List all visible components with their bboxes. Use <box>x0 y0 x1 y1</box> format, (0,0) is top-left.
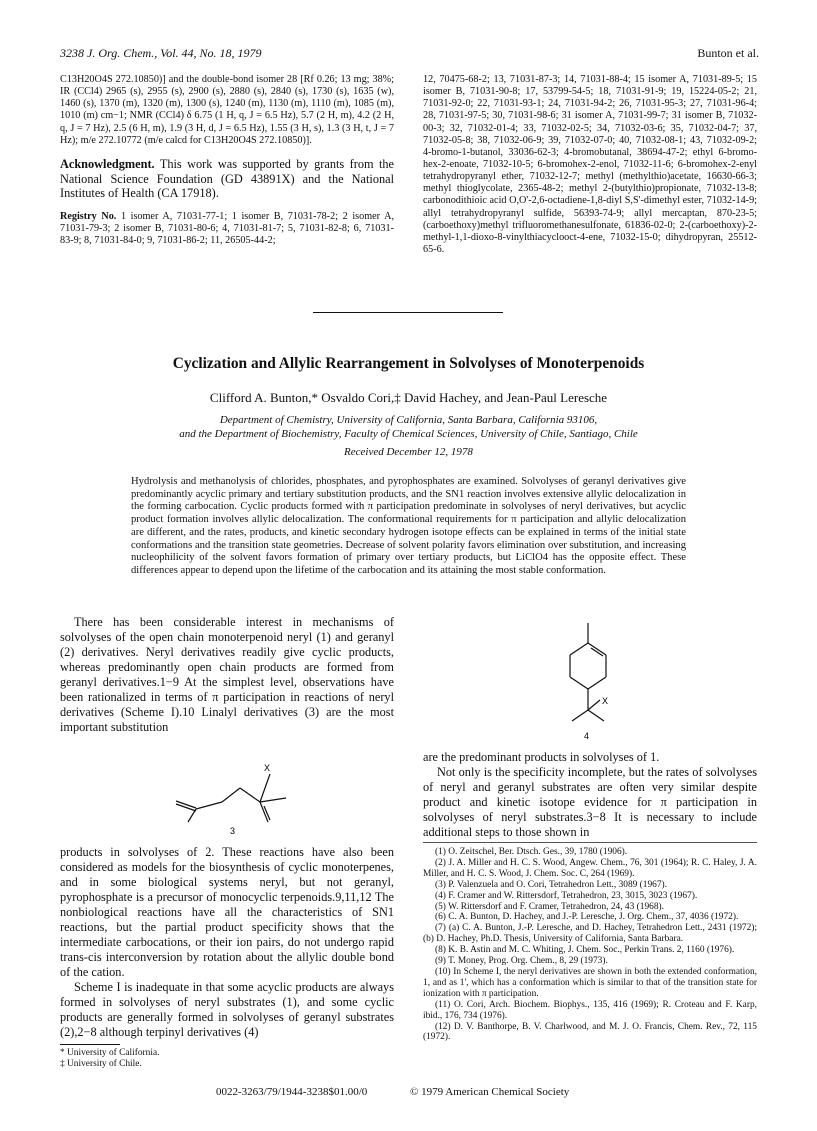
body-left-column-bottom <box>60 845 394 1040</box>
reference-item: (2) J. A. Miller and H. C. S. Wood, Angew. Chem., 76, 301 (1964); R. C. Haley, J. A. Miller, and H. C. S. Wood, J. Chem. Soc. C, 264 (1969). <box>423 857 757 879</box>
received-date: Received December 12, 1978 <box>344 446 473 458</box>
top-right-column <box>423 74 757 256</box>
running-header-right: Bunton et al. <box>697 46 759 60</box>
reference-item: (9) T. Money, Prog. Org. Chem., 8, 29 (1973). <box>435 956 608 967</box>
footnote-ucsb: * University of California. <box>60 1048 160 1058</box>
intro-paragraph-3: Scheme I is inadequate in that some acyclic products are always formed in solvolyses of neryl substrates (1), and some cyclic products are generally formed in solvolyses of geranyl substrates (2),2−8 although terpinyl derivatives (4) <box>60 980 394 1039</box>
intro-paragraph-1: There has been considerable interest in mechanisms of solvolyses of the open chain monoterpenoid neryl (1) and geranyl (2) derivatives. Neryl derivatives readily give cyclic products, whereas predominantly open chain products are formed from geranyl derivatives.1−9 At the simplest level, observations have been rationalized in terms of π participation in reactions of neryl derivatives (Scheme I).10 Linalyl derivatives (3) are the most important substitution <box>60 615 394 734</box>
reference-item: (4) F. Cramer and W. Rittersdorf, Tetrahedron, 23, 3015, 3023 (1967). <box>435 890 698 901</box>
compound-3-label: 3 <box>230 826 236 835</box>
body-right-column <box>423 750 757 840</box>
running-header-left <box>60 46 262 61</box>
reference-item: (3) P. Valenzuela and O. Cori, Tetrahedron Lett., 3089 (1967). <box>435 879 668 890</box>
compound-3-structure <box>160 760 300 835</box>
footer-copyright: © 1979 American Chemical Society <box>410 1086 570 1098</box>
reference-item: (7) (a) C. A. Bunton, J.-P. Leresche, and D. Hachey, Tetrahedron Lett., 2431 (1972); (b) D. Hachey, Ph.D. Thesis, University of California, Santa Barbara. <box>423 923 757 945</box>
registry-numbers <box>60 211 394 247</box>
right-paragraph-2: Not only is the specificity incomplete, but the rates of solvolyses of neryl and geranyl substrates are often very similar despite product and kinetic isotope evidence for π participation in solvolyses of neryl substrates.3−8 It is necessary to include additional steps to those shown in <box>423 765 757 839</box>
footer-code: 0022-3263/79/1944-3238$01.00/0 <box>216 1086 368 1098</box>
compound-4-leaving-group: X <box>602 696 609 706</box>
reference-item: (5) W. Rittersdorf and F. Cramer, Tetrahedron, 24, 43 (1968). <box>435 901 664 912</box>
reference-item: (11) O. Cori, Arch. Biochem. Biophys., 135, 416 (1969); R. Croteau and F. Karp, ibid., 176, 734 (1976). <box>423 999 757 1021</box>
reference-item: (6) C. A. Bunton, D. Hachey, and J.-P. Leresche, J. Org. Chem., 37, 4036 (1972). <box>435 912 739 923</box>
reference-item: (1) O. Zeitschel, Ber. Dtsch. Ges., 39, 1780 (1906). <box>435 847 628 857</box>
experimental-continuation: C13H20O4S 272.10850)] and the double-bond isomer 28 [Rf 0.26; 13 mg; 38%; IR (CCl4) 2965 (s), 2955 (s), 2900 (s), 2880 (s), 2840 (s), 1730 (s), 1635 (w), 1460 (s), 1370 (m), 1320 (m), 1300 (s), 1240 (m), 1130 (m), 1110 (m), 1085 (m), 1010 (m) cm−1; NMR (CCl4) δ 6.75 (1 H, q, J = 6.5 Hz), 5.7 (2 H, m), 4.2 (2 H, q, J = 7 Hz), 2.5 (6 H, m), 1.9 (3 H, d, J = 6.5 Hz), 1.55 (3 H, s), 1.3 (3 H, t, J = 7 Hz); m/e 272.10772 (m/e calcd for C13H20O4S 272.10850)]. <box>60 74 394 146</box>
reference-item: (8) K. B. Astin and M. C. Whiting, J. Chem. Soc., Perkin Trans. 2, 1160 (1976). <box>435 945 735 956</box>
compound-4-structure <box>540 618 650 743</box>
compound-3-leaving-group: X <box>264 763 271 773</box>
article-separator-rule <box>313 312 503 313</box>
affiliation-line-2: and the Department of Biochemistry, Faculty of Chemical Sciences, University of Chile, Santiago, Chile <box>179 428 638 441</box>
intro-paragraph-2: products in solvolyses of 2. These reactions have also been considered as models for the biosynthesis of cyclic monoterpenes, and in some biological systems neryl, but not geranyl, pyrophosphate is a precursor of monocyclic terpenoids.9,11,12 The nonbiological reactions have all the characteristics of SN1 reactions, but the partial product specificity shows that the intermediate carbocations, or their ion pairs, do not undergo rapid trans-cis interconversion by rotation about the allylic double bond of the cation. <box>60 845 394 979</box>
affiliation-footnotes <box>60 1048 394 1070</box>
references-rule <box>423 842 757 843</box>
reference-item: (12) D. V. Banthorpe, B. V. Charlwood, and M. J. O. Francis, Chem. Rev., 72, 115 (1972). <box>423 1021 757 1043</box>
footnote-rule <box>60 1044 120 1045</box>
abstract: Hydrolysis and methanolysis of chlorides, phosphates, and pyrophosphates are examined. Solvolyses of geranyl derivatives give predominantly acyclic primary and tertiary substitution products, and the SN1 reaction involves extensive allylic delocalization in the forming carbocation. Cyclic products formed with π participation predominate in solvolyses of neryl derivatives, but acyclic product formation involves allylic delocalization. The conformational requirements for π participation and allylic delocalization are different, and the rates, products, and kinetic secondary hydrogen isotope effects can be explained in terms of the initial state conformations and the transition state geometries. Decrease of solvent polarity favors elimination over substitution, and increasing nucleophilicity of the solvent favors formation of primary over tertiary products, but LiClO4 has the opposite effect. These differences appear to depend upon the lifetime of the carbocation and its attaining the most stable conformation. <box>131 476 686 576</box>
article-authors: Clifford A. Bunton,* Osvaldo Cori,‡ David Hachey, and Jean-Paul Leresche <box>209 390 608 405</box>
references-list <box>423 847 757 1043</box>
acknowledgment-text: This work was supported by grants from the National Science Foundation (GD 43891X) and the National Institutes of Health (CA 17918). <box>60 156 394 201</box>
top-left-column <box>60 74 394 248</box>
article-affiliations <box>40 413 777 442</box>
compound-4-label: 4 <box>584 731 590 741</box>
registry-continued: 12, 70475-68-2; 13, 71031-87-3; 14, 71031-88-4; 15 isomer A, 71031-89-5; 15 isomer B, 71031-90-8; 17, 53799-54-5; 18, 71031-91-9; 19, 15224-05-2; 21, 71031-92-0; 22, 71031-93-1; 24, 71031-94-2; 26, 71031-95-3; 27, 71031-96-4; 28, 71031-97-5; 30, 71031-98-6; 31 isomer A, 71031-99-7; 31 isomer B, 71032-00-3; 32, 71032-01-4; 33, 71032-02-5; 34, 71032-03-6; 35, 71032-04-7; 37, 71032-05-8; 38, 71032-06-9; 39, 71032-07-0; 40, 71032-08-1; 43, 71032-09-2; 4-bromo-1-butanol, 33036-62-3; 4-bromobutanal, 38694-47-2; ethyl 6-bromo-hex-2-enoate, 71032-10-5; 6-bromohex-2-enol, 71032-11-6; 6-bromohex-2-enyl tetrahydropyranyl ether, 71032-12-7; methyl (methylthio)acetate, 16630-66-3; methyl thioglycolate, 2365-48-2; methyl 2-(butylthio)propionate, 71032-13-8; carbonodithioic acid O,O'-2,6-octadiene-1,8-diyl S,S'-dimethyl ester, 71032-14-9; allyl tetrahydropyranyl sulfide, 56393-74-9; allyl mercaptan, 870-23-5; (carboethoxy)methyl trifluoromethanesulfonate, 61836-02-0; 2-(carboethoxy)-2-methyl-1,1-dioxo-8-vinylthiacyclooct-4-ene, 71032-15-0; dihydropyran, 25512-65-6. <box>423 74 757 255</box>
affiliation-line-1: Department of Chemistry, University of California, Santa Barbara, California 93106, <box>219 414 598 426</box>
reference-item: (10) In Scheme I, the neryl derivatives are shown in both the extended conformation, 1, and as 1', which has a conformation which is similar to that of the transition state for ionization with π participation. <box>423 966 757 999</box>
registry-text: 1 isomer A, 71031-77-1; 1 isomer B, 71031-78-2; 2 isomer A, 71031-79-3; 2 isomer B, 71031-80-6; 4, 71031-81-7; 5, 71031-82-8; 6, 71031-83-9; 8, 71031-84-0; 9, 71031-86-2; 11, 26505-44-2; <box>60 211 394 247</box>
right-paragraph-1: are the predominant products in solvolyses of 1. <box>423 750 660 764</box>
article-title: Cyclization and Allylic Rearrangement in Solvolyses of Monoterpenoids <box>172 355 645 372</box>
body-left-column-top <box>60 615 394 735</box>
acknowledgment <box>60 157 394 201</box>
acknowledgment-heading: Acknowledgment. <box>60 156 155 171</box>
journal-citation: 3238 J. Org. Chem., Vol. 44, No. 18, 1979 <box>60 46 262 60</box>
registry-heading: Registry No. <box>60 211 117 223</box>
footnote-chile: ‡ University of Chile. <box>60 1058 142 1069</box>
